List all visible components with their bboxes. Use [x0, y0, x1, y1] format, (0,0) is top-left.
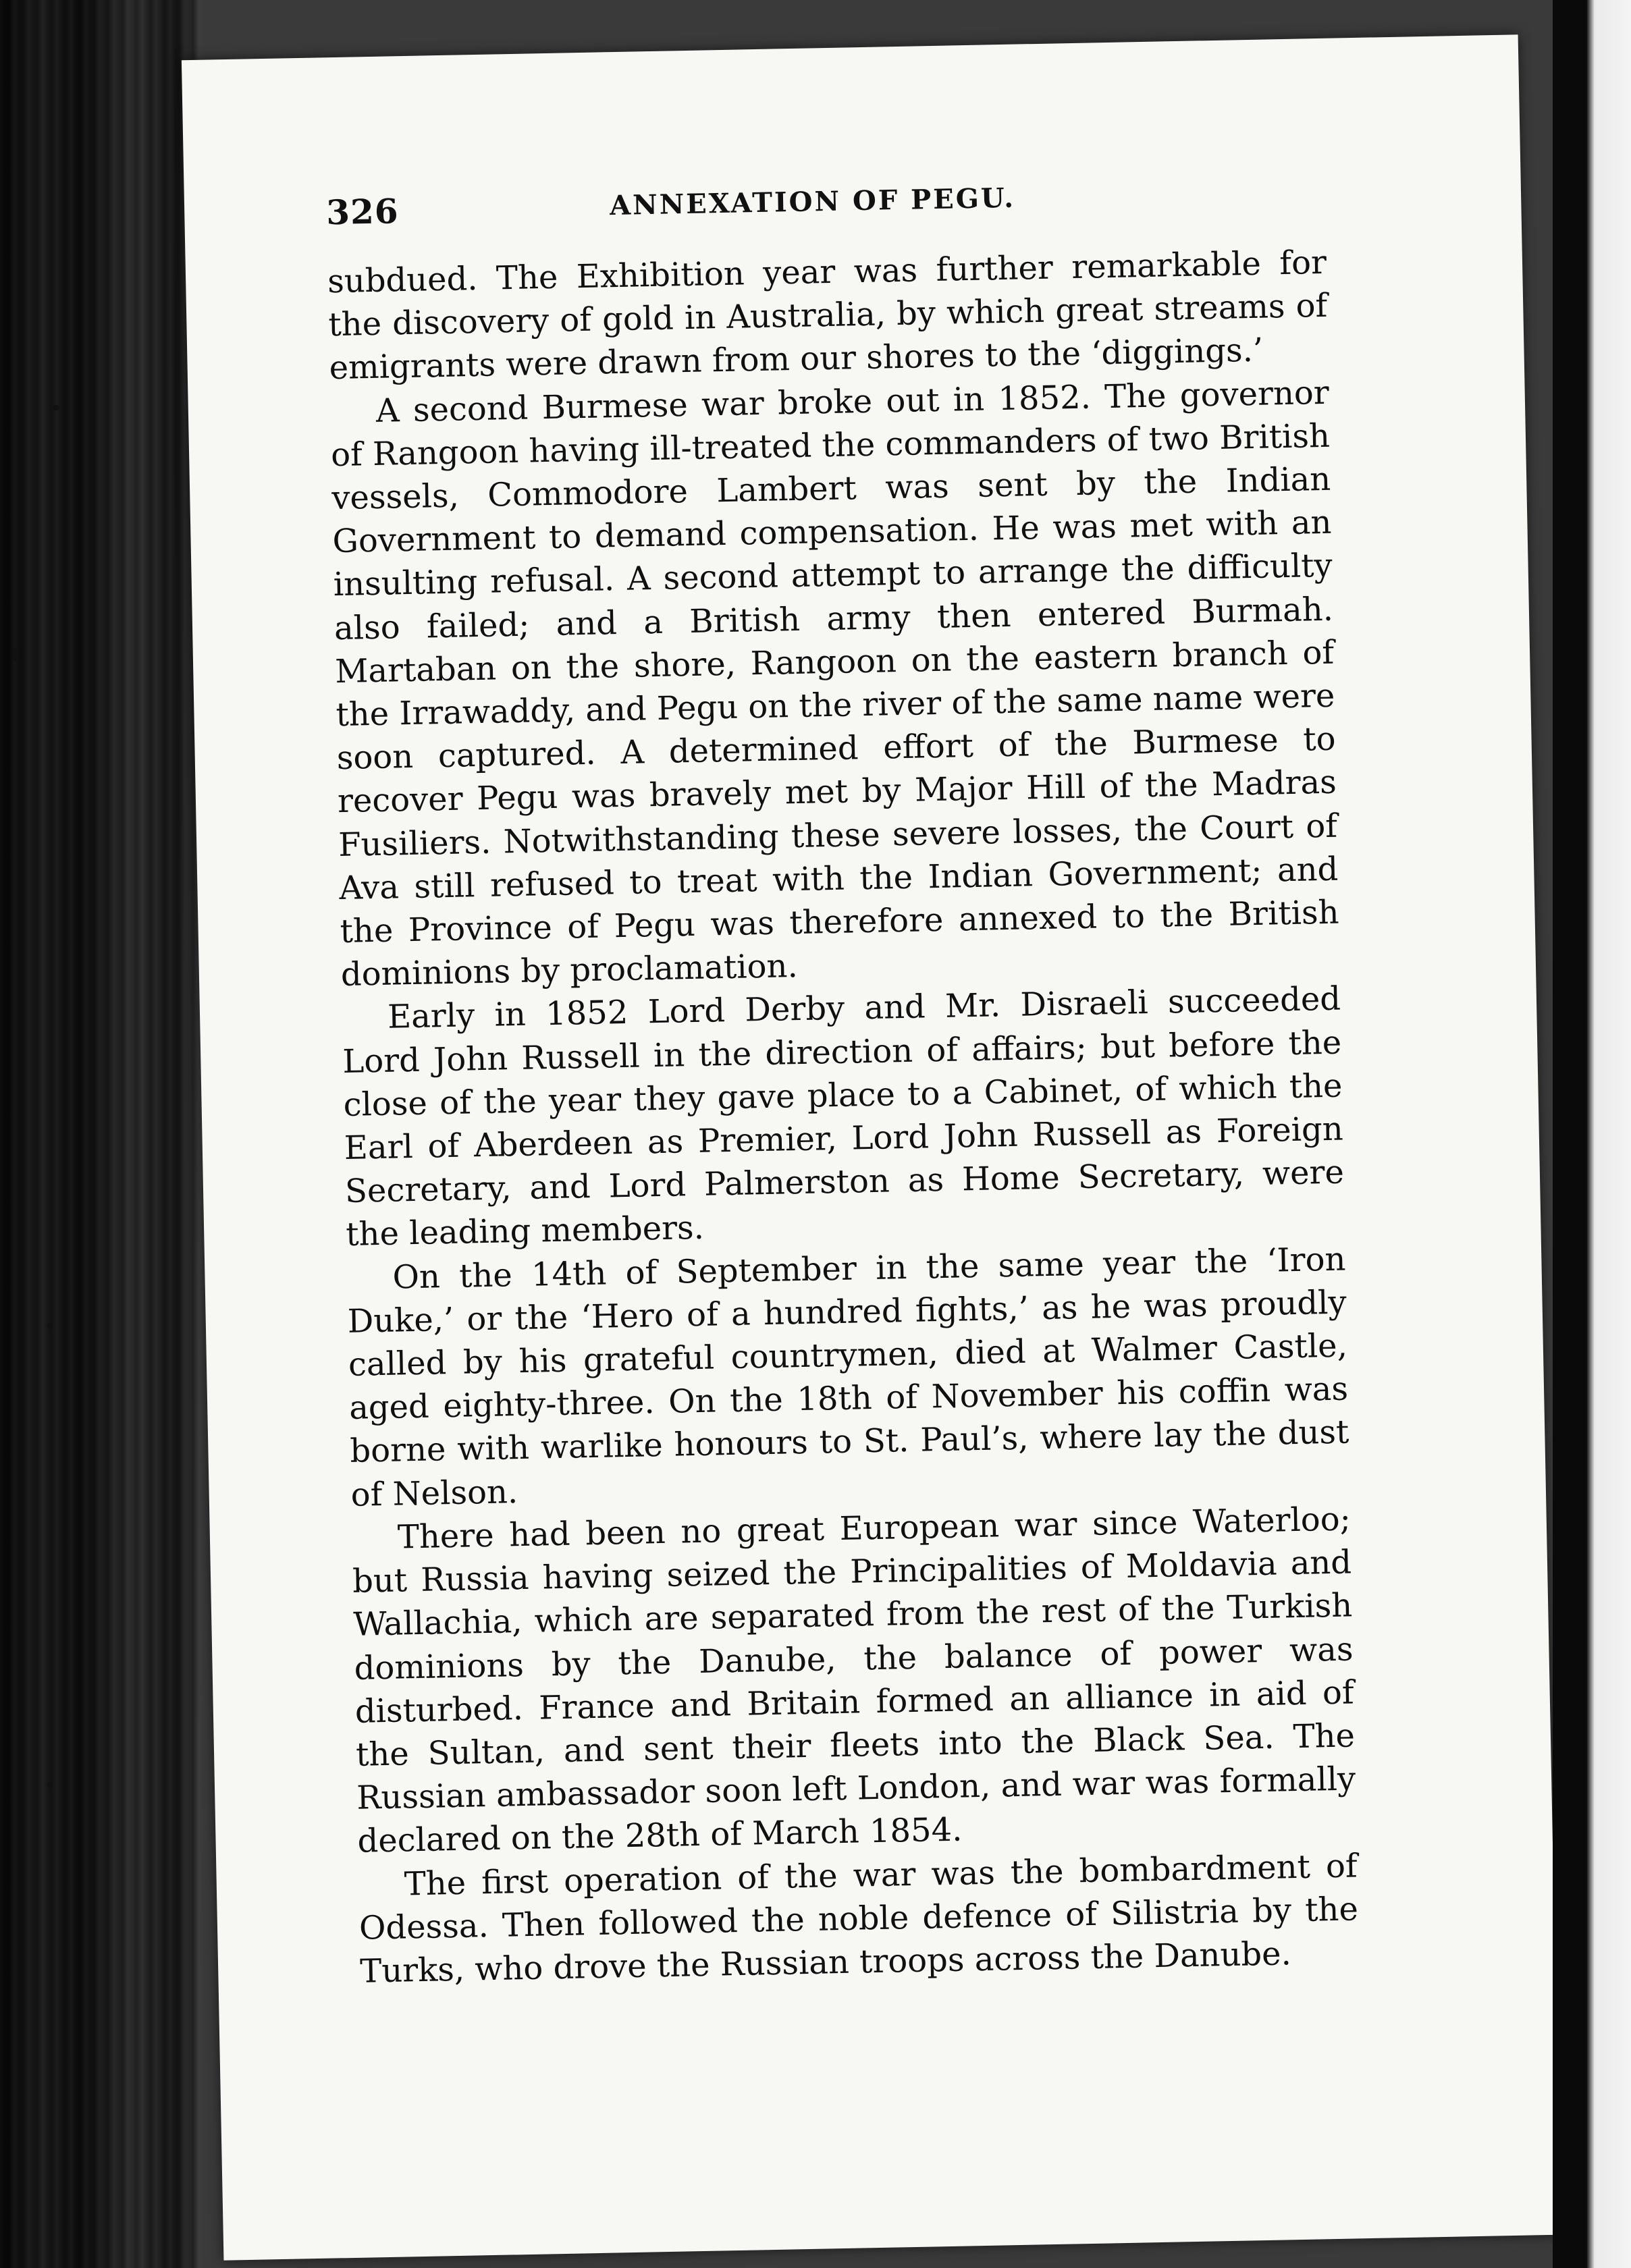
body-text	[327, 241, 1360, 1993]
next-page-edge	[1553, 0, 1631, 2268]
scan-speck	[12, 648, 18, 662]
scan-speck	[47, 1323, 53, 1329]
paragraph: On the 14th of September in the same year the ‘Iron Duke,’ or the ‘Hero of a hundred fights,’ as he was proudly called by his grateful countrymen, died at Walmer Castle, aged eighty-three. On the 18th of November his coffin was borne with warlike honours to St. Paul’s, where lay the dust of Nelson.	[347, 1240, 1349, 1514]
paragraph: A second Burmese war broke out in 1852. The governor of Rangoon having ill-treated the commanders of two British vessels, Commodore Lambert was sent by the Indian Government to demand compensation. He was met with an insulting refusal. A second attempt to arrange the difficulty also failed; and a British army then entered Burmah. Martaban on the shore, Rangoon on the eastern branch of the Irrawaddy, and Pegu on the river of the same name were soon captured. A determined effort of the Burmese to recover Pegu was bravely met by Major Hill of the Madras Fusiliers. Notwithstanding these severe losses, the Court of Ava still refused to treat with the Indian Government; and the Province of Pegu was therefore annexed to the British dominions by proclamation.	[330, 373, 1339, 994]
scan-speck	[53, 405, 59, 410]
paragraph: There had been no great European war since Waterloo; but Russia having seized the Principalities of Moldavia and Wallachia, which are separated from the rest of the Turkish dominions by the Danube, the balance of power was disturbed. France and Britain formed an alliance in aid of the Sultan, and sent their fleets into the Black Sea. The Russian ambassador soon left London, and war was formally declared on the 28th of March 1854.	[352, 1500, 1356, 1861]
page-header	[326, 172, 1380, 246]
page-number: 326	[325, 191, 400, 233]
paragraph: Early in 1852 Lord Derby and Mr. Disraeli succeeded Lord John Russell in the direction of affairs; but before the close of the year they gave place to a Cabinet, of which the Earl of Aberdeen as Premier, Lord John Russell as Foreign Secretary, and Lord Palmerston as Home Secretary, were the leading members.	[342, 980, 1345, 1254]
book-spine-shadow	[0, 0, 203, 2268]
running-head: ANNEXATION OF PEGU.	[609, 182, 1016, 222]
book-page	[182, 34, 1560, 2260]
paragraph: The first operation of the war was the bombardment of Odessa. Then followed the noble defence of Silistria by the Turks, who drove the Russian troops across the Danube.	[358, 1846, 1359, 1991]
paragraph: subdued. The Exhibition year was further remarkable for the discovery of gold in Australia, by which great streams of emigrants were drawn from our shores to the ‘diggings.’	[327, 243, 1328, 387]
scan-speck	[47, 1782, 53, 1788]
